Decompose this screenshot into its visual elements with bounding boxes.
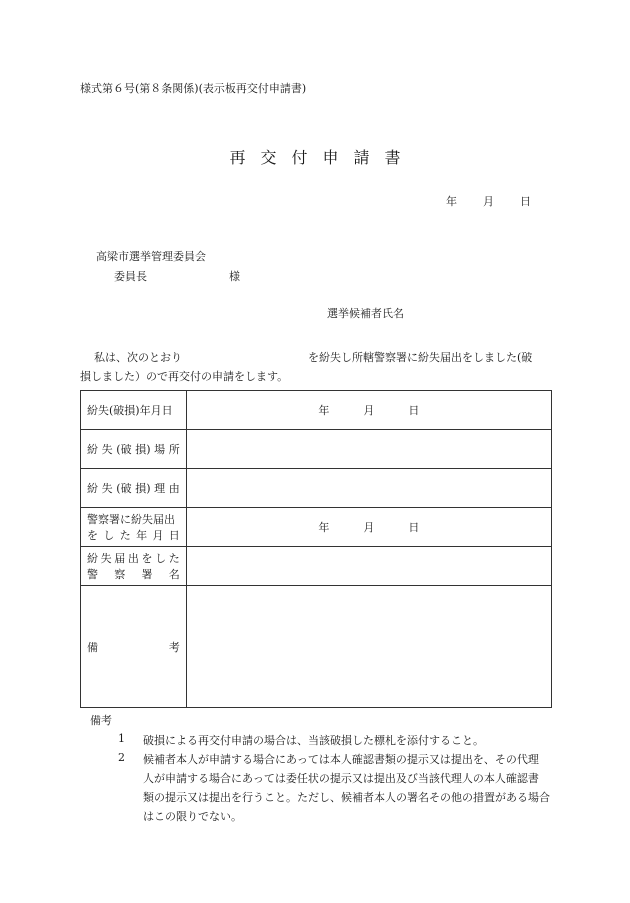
note-2-text-line3: 類の提示又は提出を行うこと。ただし、候補者本人の署名その他の措置がある場合 [143, 791, 550, 804]
note-2-text-line4: はこの限りでない。 [143, 810, 242, 823]
field-report-date[interactable]: 年 月 日 [186, 508, 551, 547]
label-police-station: 紛 失 届 出 を し た 警 察 署 名 [81, 547, 187, 586]
table-row [81, 586, 552, 708]
table-row [81, 469, 552, 508]
field-loss-place[interactable] [186, 430, 551, 469]
statement-part1: 私は、次のとおり [94, 351, 182, 364]
field-remarks[interactable] [186, 586, 551, 708]
date-day: 日 [520, 195, 531, 208]
table-row [81, 508, 552, 547]
label-loss-reason: 紛 失 (破 損) 理 由 [81, 469, 187, 508]
application-table [80, 390, 552, 708]
label-loss-date: 紛失(破損)年月日 [81, 391, 187, 430]
notes-heading: 備考 [90, 714, 112, 727]
label-loss-place: 紛 失 (破 損) 場 所 [81, 430, 187, 469]
addressee-honorific: 様 [229, 270, 240, 283]
note-2-text-line2: 人が申請する場合にあっては委任状の提示又は提出及び当該代理人の本人確認書 [143, 772, 539, 785]
field-loss-date[interactable]: 年 月 日 [186, 391, 551, 430]
table-row [81, 430, 552, 469]
label-remarks: 備 考 [81, 586, 187, 708]
statement-line2: 損しました）ので再交付の申請をします。 [80, 370, 289, 383]
page-title: 再交付申請書 [229, 148, 416, 167]
form-number: 様式第６号(第８条関係)(表示板再交付申請書) [80, 82, 307, 95]
note-2-number: 2 [118, 751, 125, 764]
note-1-text: 破損による再交付申請の場合は、当該破損した標札を添付すること。 [143, 734, 484, 747]
table-row [81, 547, 552, 586]
field-loss-reason[interactable] [186, 469, 551, 508]
date-header [446, 193, 531, 209]
candidate-name-label: 選挙候補者氏名 [327, 307, 404, 320]
date-month: 月 [483, 195, 494, 208]
field-police-station[interactable] [186, 547, 551, 586]
note-1-number: 1 [118, 732, 125, 745]
table-row [81, 391, 552, 430]
addressee-role: 委員長 [114, 270, 147, 283]
label-report-date: 警察署に紛失届出 を し た 年 月 日 [81, 508, 187, 547]
statement-part2: を紛失し所轄警察署に紛失届出をしました(破 [308, 351, 533, 364]
note-2-text-line1: 候補者本人が申請する場合にあっては本人確認書類の提示又は提出を、その代理 [143, 753, 539, 766]
addressee-org: 高梁市選挙管理委員会 [96, 250, 206, 263]
date-year: 年 [446, 195, 457, 208]
addressee-line [114, 268, 240, 284]
